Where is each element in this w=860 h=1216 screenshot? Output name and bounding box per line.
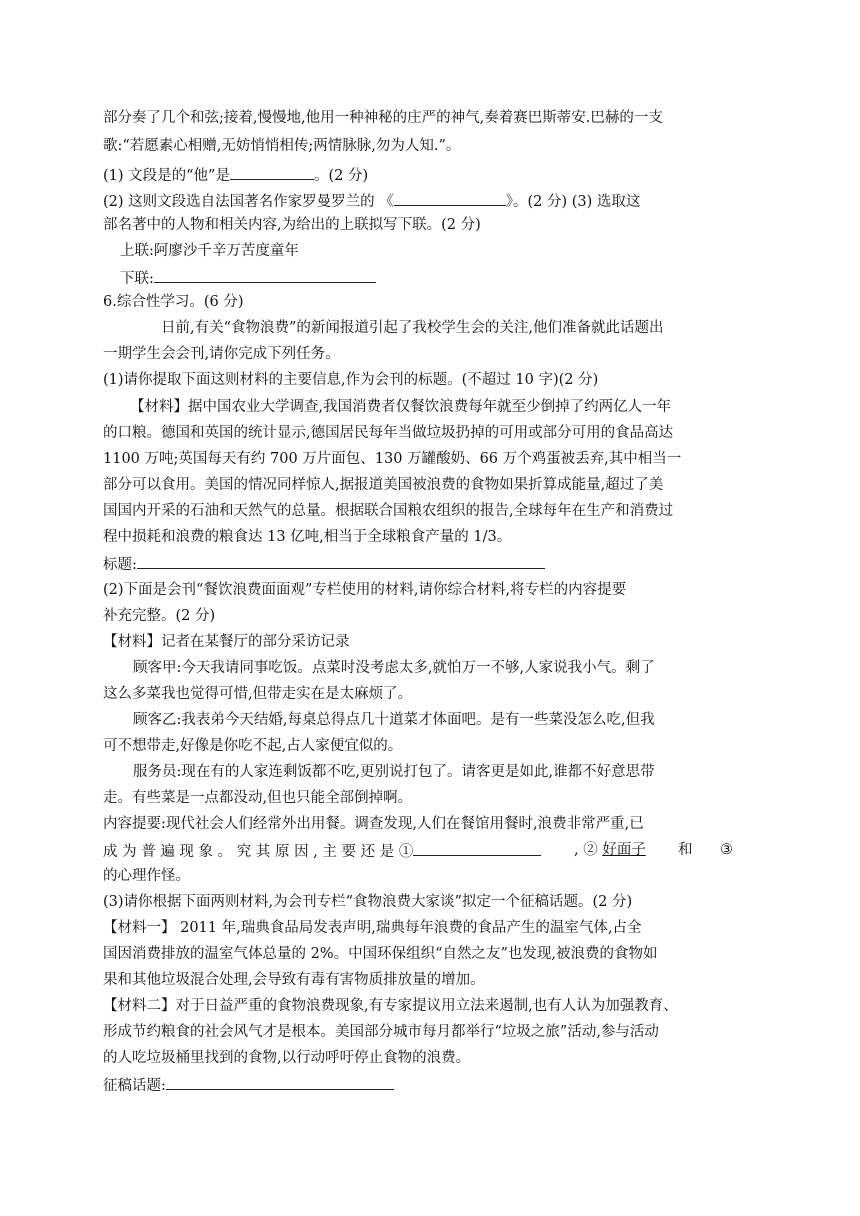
material-line: 【材料一】 2011 年,瑞典食品局发表声明,瑞典每年浪费的食品产生的温室气体,占全	[103, 920, 642, 936]
text-line: 部分奏了几个和弦;接着,慢慢地,他用一种神秘的庄严的神气,奏着赛巴斯蒂安.巴赫的一支	[103, 110, 663, 126]
title-answer	[103, 553, 545, 573]
material-line: 国因消费排放的温室气体总量的 2%。中国环保组织“自然之友”也发现,被浪费的食物如	[103, 946, 658, 962]
text-line: 一期学生会会刊,请你完成下列任务。	[103, 346, 340, 362]
summary-line: 内容提要:现代社会人们经常外出用餐。调查发现,人们在餐馆用餐时,浪费非常严重,已	[103, 816, 644, 832]
summary-and: 和	[678, 842, 693, 858]
material-line: 果和其他垃圾混合处理,会导致有毒有害物质排放量的增加。	[103, 972, 485, 988]
title-label: 标题:	[103, 557, 137, 573]
text-line: 补充完整。(2 分)	[103, 608, 216, 624]
question-2-text: (2) 这则文段选自法国著名作家罗曼罗兰的 《	[103, 194, 394, 210]
answer-blank-1[interactable]	[413, 840, 541, 856]
interview-line: 顾客乙:我表弟今天结婚,每桌总得点几十道菜才体面吧。是有一些菜没怎么吃,但我	[133, 712, 655, 728]
material-line: 1100 万吨;英国每天有约 700 万片面包、130 万罐酸奶、66 万个鸡蛋被丢弃,其中相当一	[103, 451, 682, 467]
material-line: 【材料二】对于日益严重的食物浪费现象,有专家提议用立法来遏制,也有人认为加强教育、	[103, 998, 678, 1014]
text-line: 部名著中的人物和相关内容,为给出的上联拟写下联。(2 分)	[103, 217, 481, 233]
summary-sep: , ②	[574, 842, 598, 858]
answer-2-filled: 好面子	[602, 842, 646, 858]
material-line: 形成节约粮食的社会风气才是根本。美国部分城市每月都举行“垃圾之旅”活动,参与活动	[103, 1024, 659, 1040]
topic-answer	[103, 1074, 394, 1094]
question-2-tail: 》。(2 分) (3) 选取这	[505, 194, 641, 210]
summary-blanks	[103, 840, 541, 860]
question-1-points: 。(2 分)	[313, 168, 369, 184]
interview-line: 走。有些菜是一点都没动,但也只能全部倒掉啊。	[103, 790, 413, 806]
question-1-text: (1) 文段是的“他”是	[103, 168, 230, 184]
answer-blank[interactable]	[137, 553, 545, 569]
material-heading: 【材料】记者在某餐厅的部分采访记录	[103, 634, 350, 650]
couplet-upper: 上联:阿廖沙千辛万苦度童年	[120, 243, 299, 259]
material-line: 的口粮。德国和英国的统计显示,德国居民每年当做垃圾扔掉的可用或部分可用的食品高达	[103, 425, 674, 441]
task-1: (1)请你提取下面这则材料的主要信息,作为会刊的标题。(不超过 10 字)(2 分)	[103, 372, 599, 388]
couplet-lower	[120, 267, 376, 287]
text-line: 日前,有关“食物浪费”的新闻报道引起了我校学生会的关注,他们准备就此话题出	[161, 320, 664, 336]
couplet-lower-label: 下联:	[120, 271, 154, 287]
task-3: (3)请你根据下面两则材料,为会刊专栏“食物浪费大家谈”拟定一个征稿话题。(2 分)	[103, 894, 633, 910]
summary-text: 成 为 普 遍 现 象 。 究 其 原 因 , 主 要 还 是 ①	[103, 844, 414, 860]
interview-line: 服务员:现在有的人家连剩饭都不吃,更别说打包了。请客更是如此,谁都不好意思带	[133, 764, 655, 780]
answer-blank[interactable]	[394, 190, 506, 206]
question-1	[103, 164, 368, 184]
material-line: 【材料】据中国农业大学调查,我国消费者仅餐饮浪费每年就至少倒掉了约两亿人一年	[130, 399, 672, 415]
material-line: 程中损耗和浪费的粮食达 13 亿吨,相当于全球粮食产量的 1/3。	[103, 529, 512, 545]
summary-blank-2	[574, 840, 646, 860]
material-line: 国国内开采的石油和天然气的总量。根据联合国粮农组织的报告,全球每年在生产和消费过	[103, 503, 674, 519]
interview-line: 这么多菜我也觉得可惜,但带走实在是太麻烦了。	[103, 686, 413, 702]
task-2: (2)下面是会刊“餐饮浪费面面观”专栏使用的材料,请你综合材料,将专栏的内容提要	[103, 582, 627, 598]
material-line: 部分可以食用。美国的情况同样惊人,据报道美国被浪费的食物如果折算成能量,超过了美	[103, 477, 664, 493]
interview-line: 顾客甲:今天我请同事吃饭。点菜时没考虑太多,就怕万一不够,人家说我小气。剩了	[133, 660, 655, 676]
topic-label: 征稿话题:	[103, 1078, 166, 1094]
interview-line: 可不想带走,好像是你吃不起,占人家便宜似的。	[103, 738, 403, 754]
summary-blank-3-marker: ③	[720, 842, 733, 858]
question-2	[103, 190, 640, 210]
text-line: 歌:“若愿素心相赠,无妨悄悄相传;两情脉脉,勿为人知.”。	[103, 138, 461, 154]
answer-blank[interactable]	[166, 1074, 394, 1090]
section-heading: 6.综合性学习。(6 分)	[103, 294, 244, 310]
answer-blank[interactable]	[154, 267, 376, 283]
answer-blank[interactable]	[230, 164, 314, 180]
material-line: 的人吃垃圾桶里找到的食物,以行动呼吁停止食物的浪费。	[103, 1050, 471, 1066]
summary-line: 的心理作怪。	[103, 868, 190, 884]
